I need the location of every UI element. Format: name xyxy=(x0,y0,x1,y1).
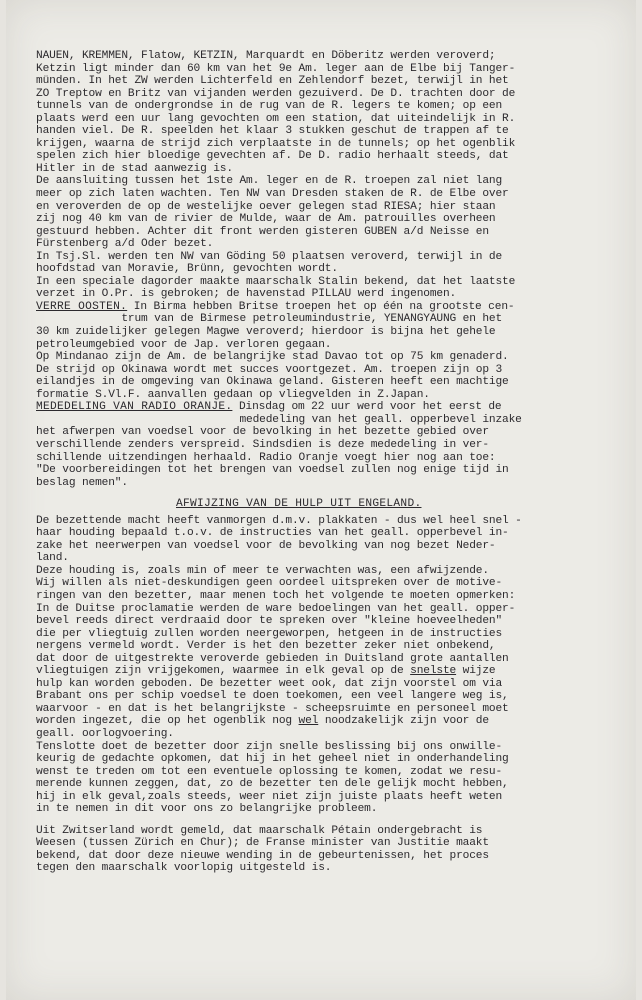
text-line: Brabant ons per schip voedsel te doen toekomen, een veel langere weg is, xyxy=(36,690,509,703)
paragraph-stalin xyxy=(36,276,626,301)
text-line: Op Mindanao zijn de Am. de belangrijke stad Davao tot op 75 km genaderd. xyxy=(36,351,509,364)
afwijzing-paragraph-1 xyxy=(36,515,626,565)
text-line: Fürstenberg a/d Oder bezet. xyxy=(36,238,214,251)
paper-sheet xyxy=(6,0,636,1000)
text-line: 30 km zuidelijker gelegen Magwe veroverd; hierdoor is bijna het gehele xyxy=(36,326,496,339)
text-line: bevel reeds direct verdraaid door te spreken over "kleine hoeveelheden" xyxy=(36,615,503,628)
text-line: waarvoor - en dat is het belangrijkste - scheepsruimte en personeel moet xyxy=(36,702,509,715)
text-line: geall. oorlogvoering. xyxy=(36,727,174,740)
section-mededeling: MEDEDELING VAN RADIO ORANJE. Dinsdag om 22 uur werd voor het eerst de mededeling van het geall. opperbevel inzake het afwerpen van voedsel voor de bevolking in het bezette gebied over verschillende zenders verspreid. Sindsdien is deze mededeling in ver- schillende uitzendingen herhaald. Radio Oranje voegt hier nog aan toe: "De voorbereidingen tot het brengen van voedsel zullen nog enige tijd in beslag nemen". xyxy=(36,401,626,489)
section-verre-oosten: VERRE OOSTEN. In Birma hebben Britse troepen het op één na grootste cen- trum van de Birmese petroleumindustrie, YENANGYAUNG en het 30 km zuidelijker gelegen Magwe veroverd; hierdoor is bijna het gehele petroleumgebied voor de Jap. verloren gegaan. Op Mindanao zijn de Am. de belangrijke stad Davao tot op 75 km genaderd. De strijd op Okinawa wordt met succes voortgezet. Am. troepen zijn op 3 eilandjes in de omgeving van Okinawa geland. Gisteren heeft een machtige formatie S.Vl.F. aanvallen gedaan op vliegvelden in Z.Japan. xyxy=(36,301,626,401)
text-line: Uit Zwitserland wordt gemeld, dat maarschalk Pétain ondergebracht is xyxy=(36,824,483,837)
heading-afwijzing: AFWIJZING VAN DE HULP UIT ENGELAND. xyxy=(176,498,422,511)
text-line: haar houding bepaald t.o.v. de instructies van het geall. opperbevel in- xyxy=(36,527,509,540)
text-line: De bezettende macht heeft vanmorgen d.m.v. plakkaten - dus wel heel snel - xyxy=(36,514,522,527)
text-line: en veroverden de op de westelijke oever gelegen stad RIESA; hier staan xyxy=(36,200,496,213)
verre-oosten-body xyxy=(36,313,626,401)
text-line: meer op zich laten wachten. Ten NW van Dresden staken de R. de Elbe over xyxy=(36,188,509,201)
text-line: hij in elk geval,zoals steeds, weer niet zijn juiste plaats heeft weten xyxy=(36,790,503,803)
text-line: petroleumgebied voor de Jap. verloren gegaan. xyxy=(36,338,332,351)
text-line: in te nemen in dit voor ons zo belangrijke probleem. xyxy=(36,803,378,816)
text-line: In Tsj.Sl. werden ten NW van Göding 50 plaatsen veroverd, terwijl in de xyxy=(36,250,503,263)
text-line: land. xyxy=(36,552,69,565)
paragraph-zwitserland xyxy=(36,825,626,875)
text-line: formatie S.Vl.F. aanvallen gedaan op vliegvelden in Z.Japan. xyxy=(36,388,430,401)
text-line: zake het neerwerpen van voedsel voor de bevolking van nog bezet Neder- xyxy=(36,539,496,552)
document-body xyxy=(36,50,626,875)
text-line: zij nog 40 km van de rivier de Mulde, waar de Am. patrouilles overheen xyxy=(36,213,496,226)
text-line: krijgen, waarna de strijd zich verplaatste in de tunnels; op het ogenblik xyxy=(36,137,516,150)
text-line: ringen van den bezetter, maar menen toch het volgende te moeten opmerken: xyxy=(36,589,516,602)
text-line: dat door de uitgestrekte veroverde gebieden in Duitsland grote aantallen xyxy=(36,652,509,665)
text-line: Weesen (tussen Zürich en Chur); de Franse minister van Justitie maakt xyxy=(36,837,489,850)
text-line: schillende uitzendingen herhaald. Radio Oranje voegt hier nog aan toe: xyxy=(36,451,496,464)
text-line: De aansluiting tussen het 1ste Am. leger en de R. troepen zal niet lang xyxy=(36,175,503,188)
emphasis-snelste: snelste xyxy=(410,665,457,678)
text-line: beslag nemen". xyxy=(36,476,128,489)
text-line: handen viel. De R. speelden het klaar 3 stukken geschut de trappen af te xyxy=(36,125,509,138)
text-line: verschillende zenders verspreid. Sindsdien is deze mededeling in ver- xyxy=(36,438,489,451)
mededeling-body xyxy=(36,414,626,489)
text-line: mededeling van het geall. opperbevel inzake xyxy=(36,413,522,426)
text-line: verzet in O.Pr. is gebroken; de havenstad PILLAU werd ingenomen. xyxy=(36,288,457,301)
text-line: spelen zich hier bloedige gevechten af. De D. radio herhaalt steeds, dat xyxy=(36,150,509,163)
emphasis-wel: wel xyxy=(298,715,319,728)
paragraph-tsjsl xyxy=(36,251,626,276)
text-line: Deze houding is, zoals min of meer te verwachten was, een afwijzende. xyxy=(36,564,489,577)
text-line: Hitler in de stad aanwezig is. xyxy=(36,162,233,175)
text-line: hulp kan worden geboden. De bezetter weet ook, dat zijn voorstel om via xyxy=(36,677,503,690)
afwijzing-paragraph-2: Deze houding is, zoals min of meer te verwachten was, een afwijzende. Wij willen als niet-deskundigen geen oordeel uitspreken over de motive- ringen van den bezetter, maar menen toch het volgende te moeten opmerken: In de Duitse proclamatie werden de ware bedoelingen van het geall. opper- bevel reeds direct verdraaid door te spreken over "kleine hoeveelheden" die per vliegtuig zullen worden neergeworpen, hetgeen in de instructies nergens vermeld wordt. Verder is het den bezetter zeker niet onbekend, dat door de uitgestrekte veroverde gebieden in Duitsland grote aantallen vliegtuigen zijn vrijgekomen, waarmee in elk geval op de snelste wijze hulp kan worden geboden. De bezetter weet ook, dat zijn voorstel om via Brabant ons per schip voedsel te doen toekomen, een veel langere weg is, waarvoor - en dat is het belangrijkste - scheepsruimte en personeel moet worden ingezet, die op het ogenblik nog wel noodzakelijk zijn voor de geall. oorlogvoering. xyxy=(36,565,626,741)
text-line: tunnels van de ondergrondse in de rug van de R. legers te komen; op een xyxy=(36,100,503,113)
text-line: bekend, dat door deze nieuwe wending in de gebeurtenissen, het proces xyxy=(36,849,489,862)
afwijzing-paragraph-3 xyxy=(36,741,626,816)
text-line: "De voorbereidingen tot het brengen van voedsel zullen nog enige tijd in xyxy=(36,464,509,477)
text-line: het afwerpen van voedsel voor de bevolking in het bezette gebied over xyxy=(36,426,489,439)
text-line: Tenslotte doet de bezetter door zijn snelle beslissing bij ons onwille- xyxy=(36,740,503,753)
text-line: Wij willen als niet-deskundigen geen oordeel uitspreken over de motive- xyxy=(36,577,503,590)
text-line: In de Duitse proclamatie werden de ware bedoelingen van het geall. opper- xyxy=(36,602,516,615)
text-line: NAUEN, KREMMEN, Flatow, KETZIN, Marquardt en Döberitz werden veroverd; xyxy=(36,50,496,62)
heading-verre-oosten: VERRE OOSTEN. xyxy=(36,300,128,313)
text-line: die per vliegtuig zullen worden neergeworpen, hetgeen in de instructies xyxy=(36,627,503,640)
text-line: In een speciale dagorder maakte maarschalk Stalin bekend, dat het laatste xyxy=(36,275,516,288)
text-line: münden. In het ZW werden Lichterfeld en Zehlendorf bezet, terwijl in het xyxy=(36,75,509,88)
text-line: wenst te treden om tot een eventuele oplossing te komen, zodat we resu- xyxy=(36,765,503,778)
text-line: ZO Treptow en Britz van vijanden werden gezuiverd. De D. trachten door de xyxy=(36,87,516,100)
paragraph-berlin xyxy=(36,50,626,175)
text-line: merende kunnen zeggen, dat, zo de bezetter ten dele gelijk mocht hebben, xyxy=(36,778,509,791)
paragraph-elbe xyxy=(36,175,626,250)
text-line: Ketzin ligt minder dan 60 km van het 9e Am. leger aan de Elbe bij Tanger- xyxy=(36,62,516,75)
text-line: De strijd op Okinawa wordt met succes voortgezet. Am. troepen zijn op 3 xyxy=(36,363,503,376)
text-line: nergens vermeld wordt. Verder is het den bezetter zeker niet onbekend, xyxy=(36,640,496,653)
heading-mededeling: MEDEDELING VAN RADIO ORANJE. xyxy=(36,401,233,414)
text-line: gestuurd hebben. Achter dit front werden gisteren GUBEN a/d Neisse en xyxy=(36,225,489,238)
text-line: trum van de Birmese petroleumindustrie, YENANGYAUNG en het xyxy=(36,313,503,326)
text-line: plaats werd een uur lang gevochten om een station, dat uiteindelijk in R. xyxy=(36,112,516,125)
text-line: eilandjes in de omgeving van Okinawa geland. Gisteren heeft een machtige xyxy=(36,376,509,389)
text-line: keurig de gedachte opkomen, dat hij in het geheel niet in onderhandeling xyxy=(36,753,509,766)
text-line: hoofdstad van Moravie, Brünn, gevochten wordt. xyxy=(36,263,338,276)
text-line: tegen den maarschalk voorlopig uitgesteld is. xyxy=(36,862,332,875)
